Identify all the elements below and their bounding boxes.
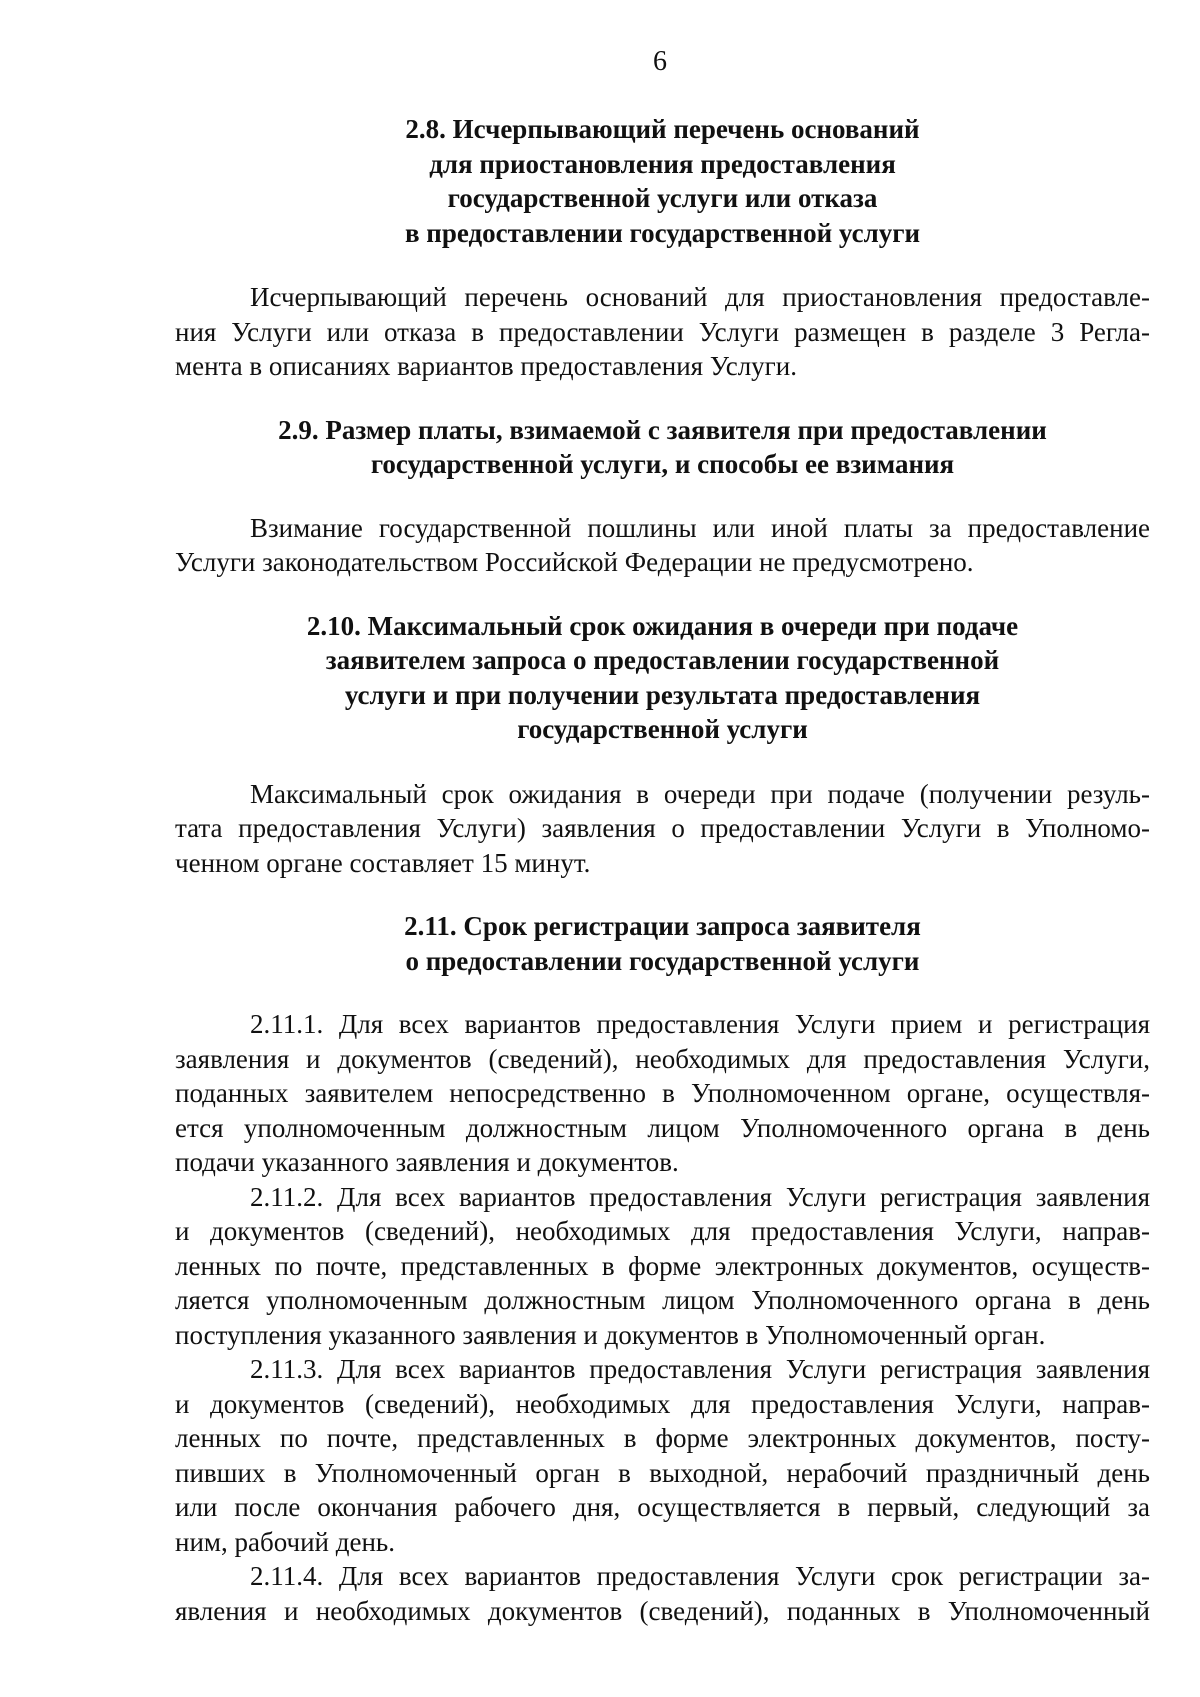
section-2-8-heading: [175, 112, 1150, 250]
paragraph-line: Исчерпывающий перечень оснований для приостановления предоставле-: [250, 282, 1150, 312]
paragraph-line: поданных заявителем непосредственно в Уполномоченном органе, осуществля-: [175, 1078, 1150, 1108]
section-2-11-4-paragraph: [175, 1559, 1150, 1628]
section-2-9-paragraph: [175, 511, 1150, 580]
heading-line: 2.8. Исчерпывающий перечень оснований: [405, 114, 920, 144]
paragraph-line: пивших в Уполномоченный орган в выходной, нерабочий праздничный день: [175, 1457, 1150, 1488]
paragraph-line: Максимальный срок ожидания в очереди при подаче (получении резуль-: [250, 778, 1150, 809]
paragraph-line: ленных по почте, представленных в форме электронных документов, осуществ-: [175, 1250, 1150, 1281]
paragraph-line: тата предоставления Услуги) заявления о предоставлении Услуги в Уполномо-: [175, 813, 1150, 843]
paragraph-line: ченном органе составляет 15 минут.: [175, 847, 591, 878]
paragraph-line: заявления и документов (сведений), необходимых для предоставления Услуги,: [175, 1043, 1150, 1074]
heading-line: 2.9. Размер платы, взимаемой с заявителя при предоставлении: [278, 414, 1047, 445]
section-2-10-paragraph: [175, 777, 1150, 881]
paragraph-line: явления и необходимых документов (сведений), поданных в Уполномоченный: [175, 1595, 1150, 1626]
document-content: [175, 112, 1150, 1628]
paragraph-line: 2.11.3. Для всех вариантов предоставления Услуги регистрация заявления: [250, 1354, 1150, 1384]
heading-line: услуги и при получении результата предоставления: [344, 679, 981, 710]
section-2-9-heading: [175, 413, 1150, 482]
heading-line: государственной услуги, и способы ее взимания: [370, 449, 955, 479]
heading-line: 2.11. Срок регистрации запроса заявителя: [404, 911, 921, 941]
paragraph-line: подачи указанного заявления и документов.: [175, 1147, 679, 1177]
section-2-11-heading: [175, 909, 1150, 978]
heading-line: в предоставлении государственной услуги: [404, 217, 921, 248]
paragraph-line: и документов (сведений), необходимых для предоставления Услуги, направ-: [175, 1216, 1150, 1246]
paragraph-line: или после окончания рабочего дня, осуществляется в первый, следующий за: [175, 1492, 1150, 1522]
paragraph-line: 2.11.4. Для всех вариантов предоставления Услуги срок регистрации за-: [250, 1561, 1150, 1591]
paragraph-line: ляется уполномоченным должностным лицом Уполномоченного органа в день: [175, 1285, 1150, 1315]
paragraph-line: Услуги законодательством Российской Федерации не предусмотрено.: [175, 547, 974, 577]
heading-line: заявителем запроса о предоставлении государственной: [325, 645, 1000, 675]
paragraph-line: ния Услуги или отказа в предоставлении Услуги размещен в разделе 3 Регла-: [175, 316, 1150, 347]
section-2-11-1-paragraph: [175, 1007, 1150, 1180]
paragraph-line: ется уполномоченным должностным лицом Уполномоченного органа в день: [175, 1112, 1150, 1143]
heading-line: государственной услуги или отказа: [447, 183, 878, 213]
page-number: 6: [653, 46, 667, 77]
heading-line: государственной услуги: [517, 714, 808, 744]
paragraph-line: ленных по почте, представленных в форме электронных документов, посту-: [175, 1423, 1150, 1453]
heading-line: о предоставлении государственной услуги: [405, 945, 920, 976]
heading-line: для приостановления предоставления: [429, 148, 896, 179]
section-2-11-2-paragraph: [175, 1180, 1150, 1353]
section-2-11-3-paragraph: [175, 1352, 1150, 1559]
section-2-10-heading: [175, 609, 1150, 747]
paragraph-line: 2.11.1. Для всех вариантов предоставления Услуги прием и регистрация: [250, 1009, 1150, 1039]
paragraph-line: Взимание государственной пошлины или иной платы за предоставление: [250, 512, 1150, 543]
heading-line: 2.10. Максимальный срок ожидания в очереди при подаче: [306, 610, 1019, 641]
section-2-8-paragraph: [175, 280, 1150, 384]
paragraph-line: мента в описаниях вариантов предоставления Услуги.: [175, 351, 797, 381]
paragraph-line: ним, рабочий день.: [175, 1526, 395, 1557]
paragraph-line: поступления указанного заявления и документов в Уполномоченный орган.: [175, 1319, 1046, 1350]
paragraph-line: и документов (сведений), необходимых для предоставления Услуги, направ-: [175, 1388, 1150, 1419]
paragraph-line: 2.11.2. Для всех вариантов предоставления Услуги регистрация заявления: [250, 1181, 1150, 1212]
